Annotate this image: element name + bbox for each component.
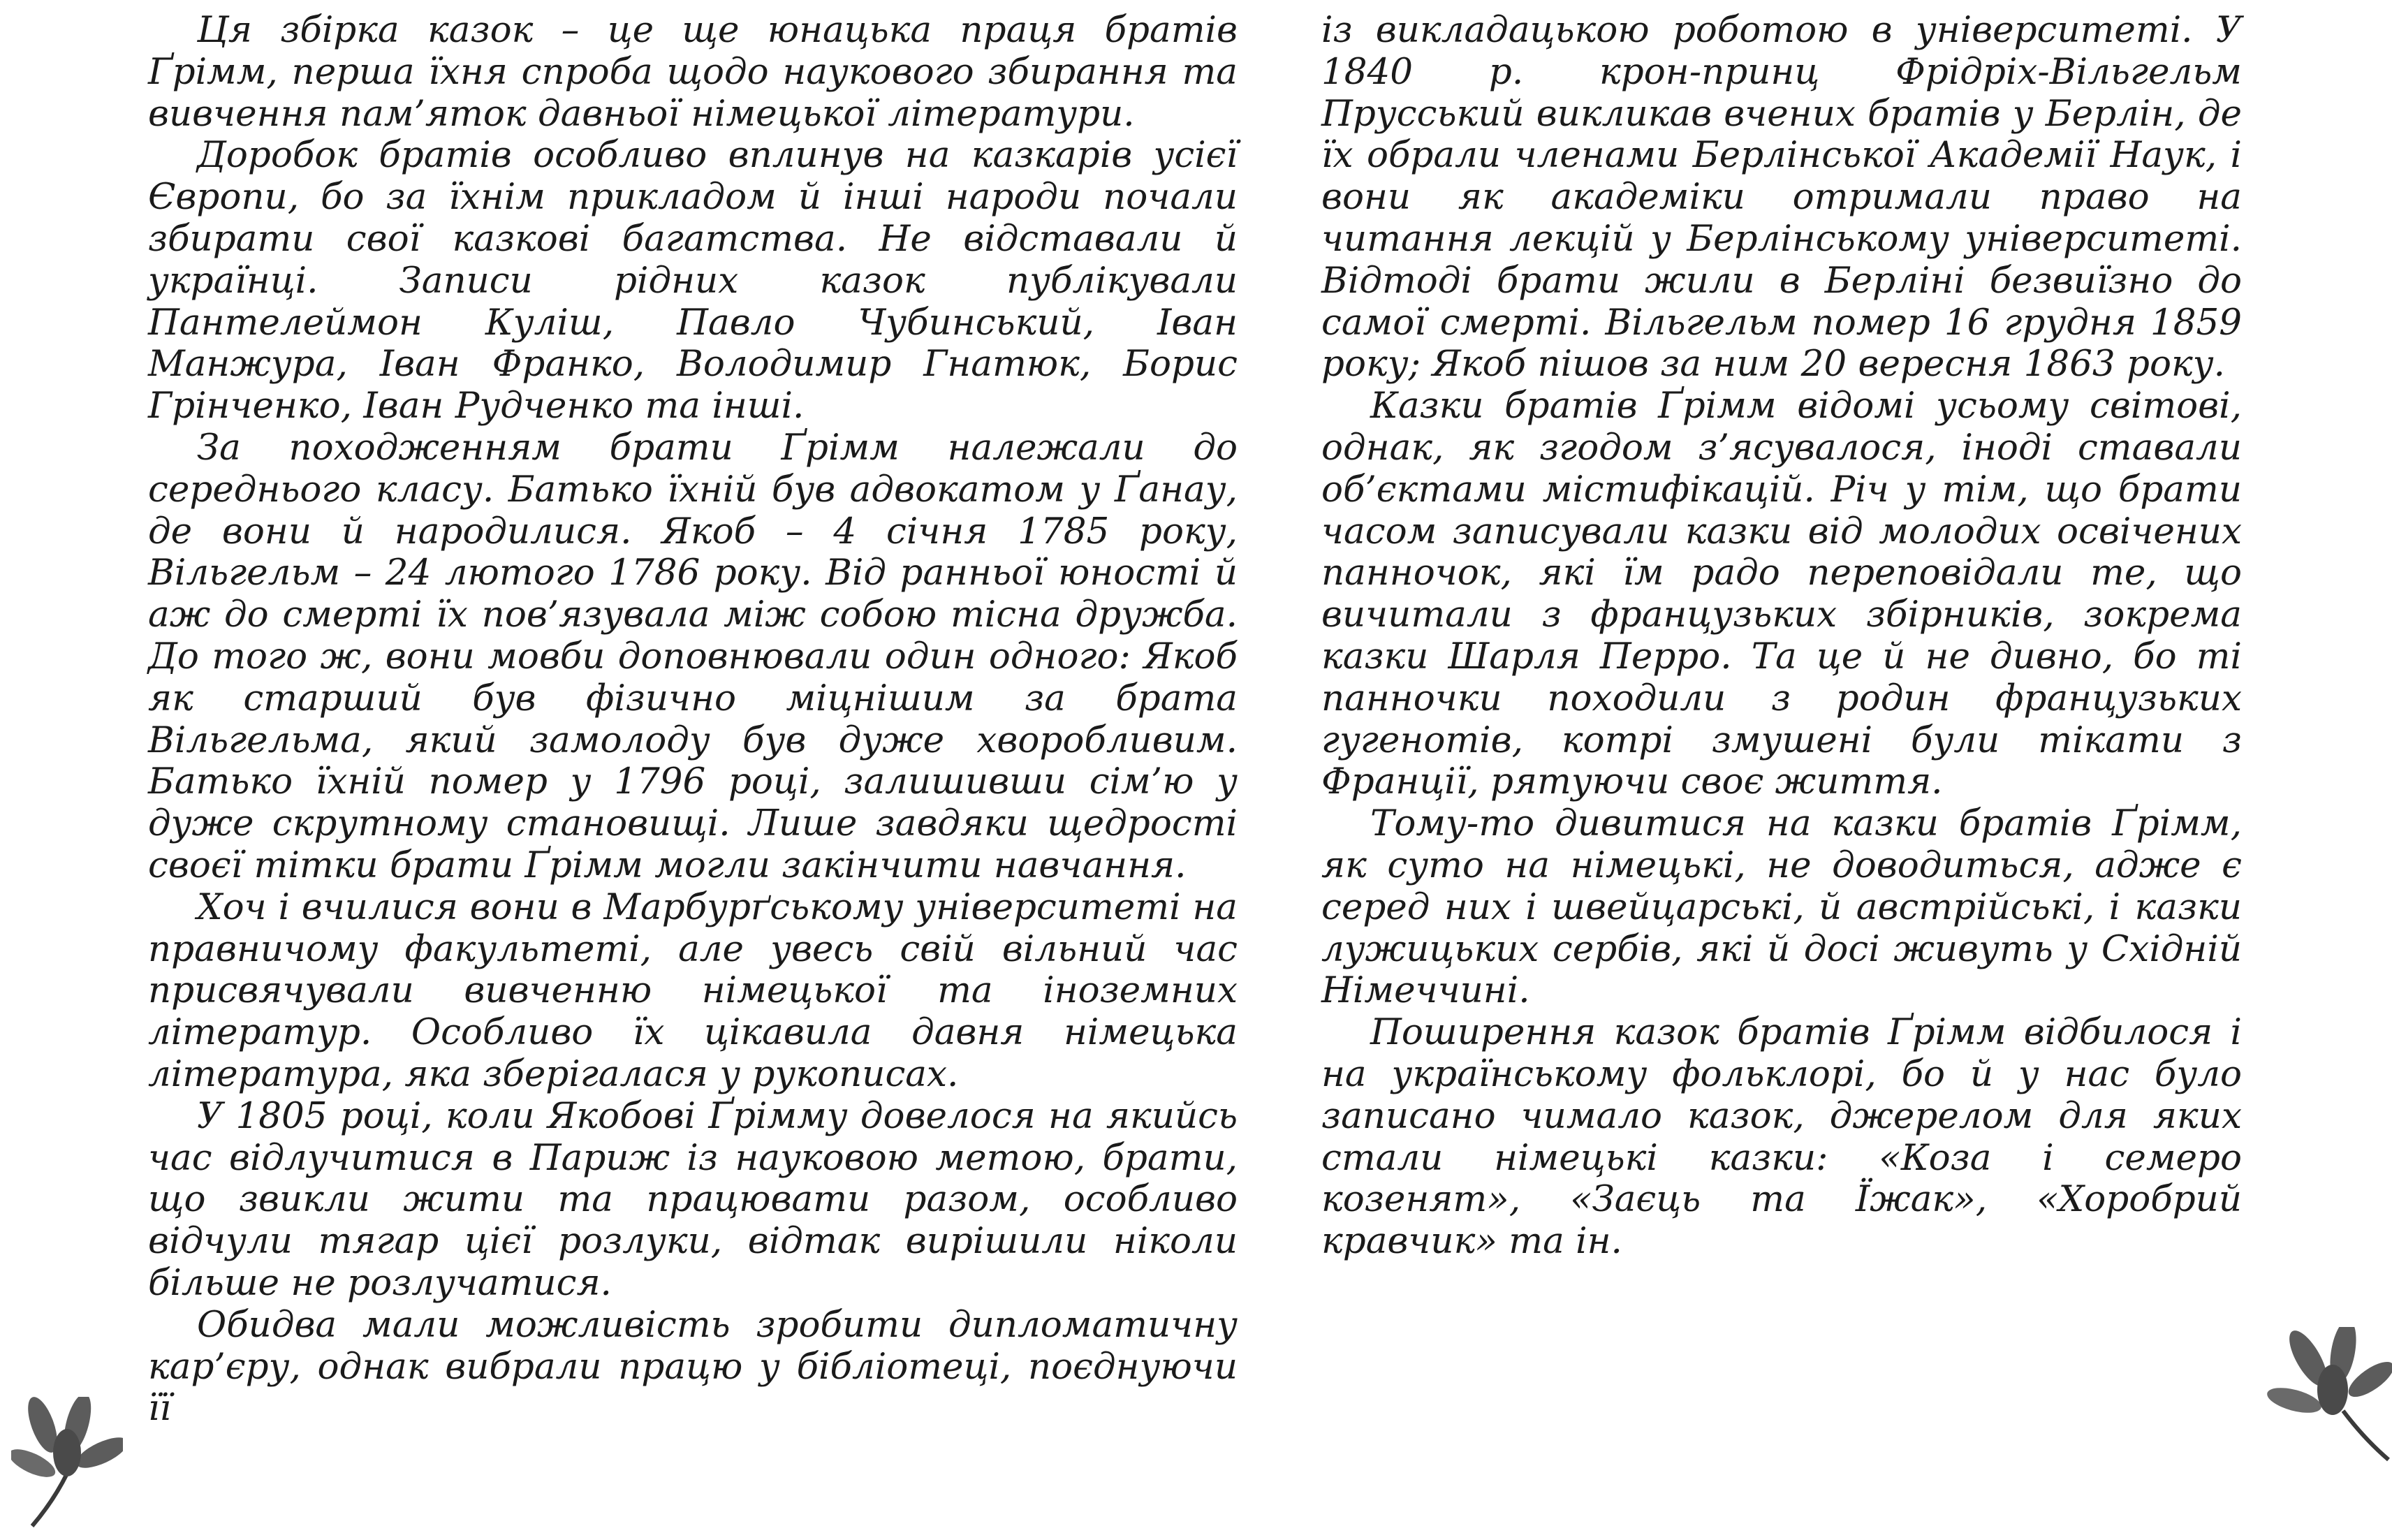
right-page: [1321, 10, 2242, 1263]
left-page: [148, 10, 1238, 1430]
paragraph-continuation: із викладацькою роботою в університеті. У 1840 р. крон-принц Фрідріх-Вільгельм Прусський викликав вчених братів у Берлін, де їх обрали членами Берлінської Академії Наук, і вони як академіки отримали право на читання лекцій у Берлінському університеті. Відтоді брати жили в Берліні безвиїзно до самої смерті. Вільгельм помер 16 грудня 1859 року; Якоб пішов за ним 20 вересня 1863 року.: [1321, 9, 2242, 386]
paragraph: Ця збірка казок – це ще юнацька праця братів Ґрімм, перша їхня спроба щодо наукового збирання та вивчення пам’яток давньої німецької літератури.: [148, 9, 1238, 135]
flower-icon: [11, 1397, 123, 1530]
paragraph: Доробок братів особливо вплинув на казкарів усієї Європи, бо за їхнім прикладом й інші народи почали збирати свої казкові багатства. Не відставали й українці. Записи рідних казок публікували Пантелеймон Куліш, Павло Чубинський, Іван Манжура, Іван Франко, Володимир Гнатюк, Борис Грінченко, Іван Рудченко та інші.: [148, 134, 1238, 427]
paragraph: Поширення казок братів Ґрімм відбилося і на українському фольклорі, бо й у нас було записано чимало казок, джерелом для яких стали німецькі казки: «Коза і семеро козенят», «Заєць та Їжак», «Хоробрий кравчик» та ін.: [1321, 1011, 2242, 1263]
flower-icon: [2266, 1327, 2392, 1474]
paragraph: Тому-то дивитися на казки братів Ґрімм, як суто на німецькі, не доводиться, адже є серед них і швейцарські, й австрійські, і казки лужицьких сербів, які й досі живуть у Східній Німеччині.: [1321, 802, 2242, 1012]
paragraph: За походженням брати Ґрімм належали до середнього класу. Батько їхній був адвокатом у Ґанау, де вони й народилися. Якоб – 4 січня 1785 року, Вільгельм – 24 лютого 1786 року. Від ранньої юності й аж до смерті їх пов’язувала між собою тісна дружба. До того ж, вони мовби доповнювали один одного: Якоб як старший був фізично міцнішим за брата Вільгельма, який замолоду був дуже хворобливим. Батько їхній помер у 1796 році, залишивши сім’ю у дуже скрутному становищі. Лише завдяки щедрості своєї тітки брати Ґрімм могли закінчити навчання.: [148, 426, 1238, 886]
paragraph: Обидва мали можливість зробити дипломатичну кар’єру, однак вибрали працю у бібліотеці, поєднуючи її: [148, 1303, 1238, 1430]
paragraph: У 1805 році, коли Якобові Ґрімму довелося на якийсь час відлучитися в Париж із науковою метою, брати, що звикли жити та працювати разом, особливо відчули тягар цієї розлуки, відтак вирішили ніколи більше не розлучатися.: [148, 1094, 1238, 1304]
paragraph: Казки братів Ґрімм відомі усьому світові, однак, як згодом з’ясувалося, іноді ставали об’єктами містифікацій. Річ у тім, що брати часом записували казки від молодих освічених панночок, які їм радо переповідали те, що вичитали з французьких збірників, зокрема казки Шарля Перро. Та це й не дивно, бо ті панночки походили з родин французьких гугенотів, котрі змушені були тікати з Франції, рятуючи своє життя.: [1321, 385, 2242, 803]
paragraph: Хоч і вчилися вони в Марбурґському університеті на правничому факультеті, але увесь свій вільний час присвячували вивченню німецької та іноземних літератур. Особливо їх цікавила давня німецька література, яка зберігалася у рукописах.: [148, 886, 1238, 1095]
